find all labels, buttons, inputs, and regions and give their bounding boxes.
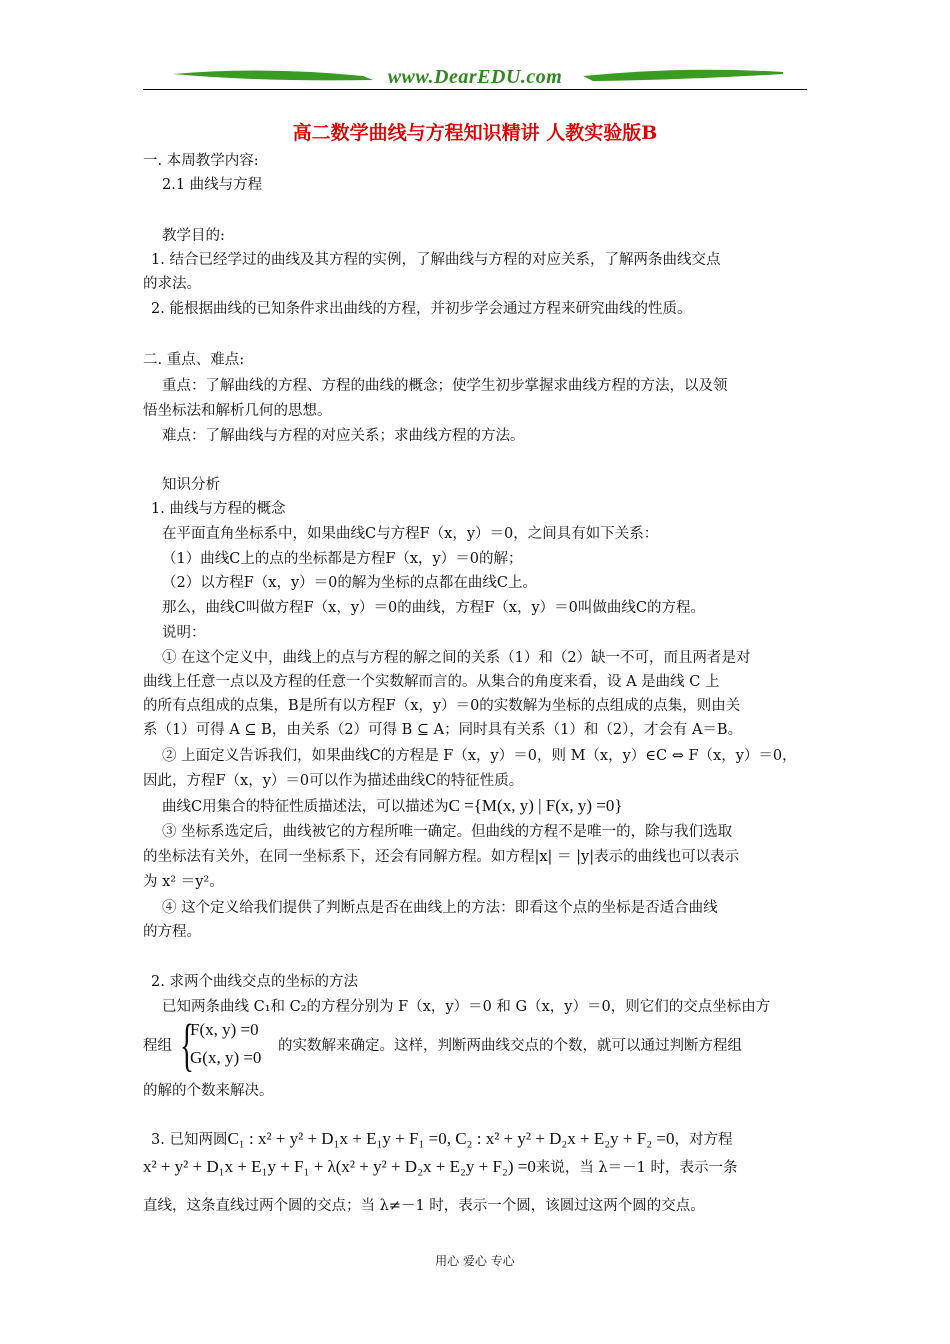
text-span: 来说，当 λ＝－1 时，表示一条 [535,1160,738,1176]
text-span: 3. 已知两圆 [151,1132,228,1148]
text-line: 的求法。 [143,276,201,292]
text-line: 教学目的: [162,228,225,244]
text-line: 直线，这条直线过两个圆的交点；当 λ≠－1 时，表示一个圆，该圆过这两个圆的交点。 [143,1198,705,1214]
text-span: 曲线C用集合的特征性质描述法，可以描述为 [162,799,449,815]
text-line: 1. 结合已经学过的曲线及其方程的实例，了解曲线与方程的对应关系，了解两条曲线交点 [151,252,721,268]
text-line: 为 x² ＝y²。 [143,874,224,890]
text-line: 悟坐标法和解析几何的思想。 [143,403,332,419]
brace-symbol: { [180,1012,194,1077]
text-line [151,1129,732,1150]
text-line: 的坐标法有关外，在同一坐标系下，还会有同解方程。如方程|x| ＝ |y|表示的曲线也可以表示 [143,849,740,865]
text-line: 曲线上任意一点以及方程的任意一个实数解而言的。从集合的角度来看，设 A 是曲线 C 上 [143,674,720,690]
text-line: 难点：了解曲线与方程的对应关系；求曲线方程的方法。 [162,428,525,444]
equation-line: G(x, y) =0 [190,1048,262,1067]
text-line: 重点：了解曲线的方程、方程的曲线的概念；使学生初步掌握求曲线方程的方法，以及领 [162,378,728,394]
text-line: ④ 这个定义给我们提供了判断点是否在曲线上的方法：即看这个点的坐标是否适合曲线 [162,900,718,916]
text-line: 的方程。 [143,924,201,940]
page-footer: 用心 爱心 专心 [435,1254,515,1268]
text-line: 的所有点组成的点集，B是所有以方程F（x，y）＝0的实数解为坐标的点组成的点集，则由关 [143,698,741,714]
header-divider [143,89,807,90]
circle-equations: C₁ : x² + y² + D₁x + E₁y + F₁ =0, C₂ : x² + y² + D₂x + E₂y + F₂ =0 [227,1129,675,1148]
equation-line: F(x, y) =0 [190,1020,259,1039]
text-line: 1. 曲线与方程的概念 [151,501,286,517]
section-heading: 二. 重点、难点: [143,352,245,368]
text-line: （1）曲线C上的点的坐标都是方程F（x，y）＝0的解； [162,551,523,567]
section-heading: 一. 本周教学内容: [143,153,259,169]
family-equation: x² + y² + D₁x + E₁y + F₁ + λ(x² + y² + D₂x + E₂y + F₂) =0 [143,1157,536,1176]
text-line [143,1157,738,1178]
text-line: 2.1 曲线与方程 [162,177,263,193]
text-line: 系（1）可得 A ⊆ B，由关系（2）可得 B ⊆ A；同时具有关系（1）和（2），才会有 A＝B。 [143,722,743,738]
page-title: 高二数学曲线与方程知识精讲 人教实验版B [292,122,658,144]
text-line: ② 上面定义告诉我们，如果曲线C的方程是 F（x，y）＝0，则 M（x，y）∈C ⇔ F（x，y）＝0， [162,748,797,764]
text-line: 2. 能根据曲线的已知条件求出曲线的方程，并初步学会通过方程来研究曲线的性质。 [151,301,692,317]
text-line: 已知两条曲线 C₁和 C₂的方程分别为 F（x，y）＝0 和 G（x，y）＝0，则它们的交点坐标由方 [162,999,771,1015]
text-span: ，对方程 [674,1132,733,1148]
text-line: 的实数解来确定。这样，判断两曲线交点的个数，就可以通过判断方程组 [278,1038,742,1054]
set-notation: C ={M(x, y) | F(x, y) =0} [448,796,623,815]
text-line: 2. 求两个曲线交点的坐标的方法 [151,974,358,990]
text-line: 知识分析 [162,477,220,493]
site-banner [143,62,807,92]
text-line: 说明： [162,625,206,641]
text-line: 因此，方程F（x，y）＝0可以作为描述曲线C的特征性质。 [143,773,524,789]
text-line: 程组 [143,1038,172,1054]
text-line: 的解的个数来解决。 [143,1083,274,1099]
text-line: ① 在这个定义中，曲线上的点与方程的解之间的关系（1）和（2）缺一不可，而且两者是对 [162,650,751,666]
text-line: ③ 坐标系选定后，曲线被它的方程所唯一确定。但曲线的方程不是唯一的，除与我们选取 [162,824,733,840]
text-line: 在平面直角坐标系中，如果曲线C与方程F（x，y）＝0，之间具有如下关系： [162,526,659,542]
equation-system [180,1012,276,1077]
text-line: （2）以方程F（x，y）＝0的解为坐标的点都在曲线C上。 [162,575,537,591]
brand-text: www.DearEDU.com [387,66,563,88]
text-line: 那么，曲线C叫做方程F（x，y）＝0的曲线，方程F（x，y）＝0叫做曲线C的方程。 [162,600,705,616]
text-line [162,796,623,817]
